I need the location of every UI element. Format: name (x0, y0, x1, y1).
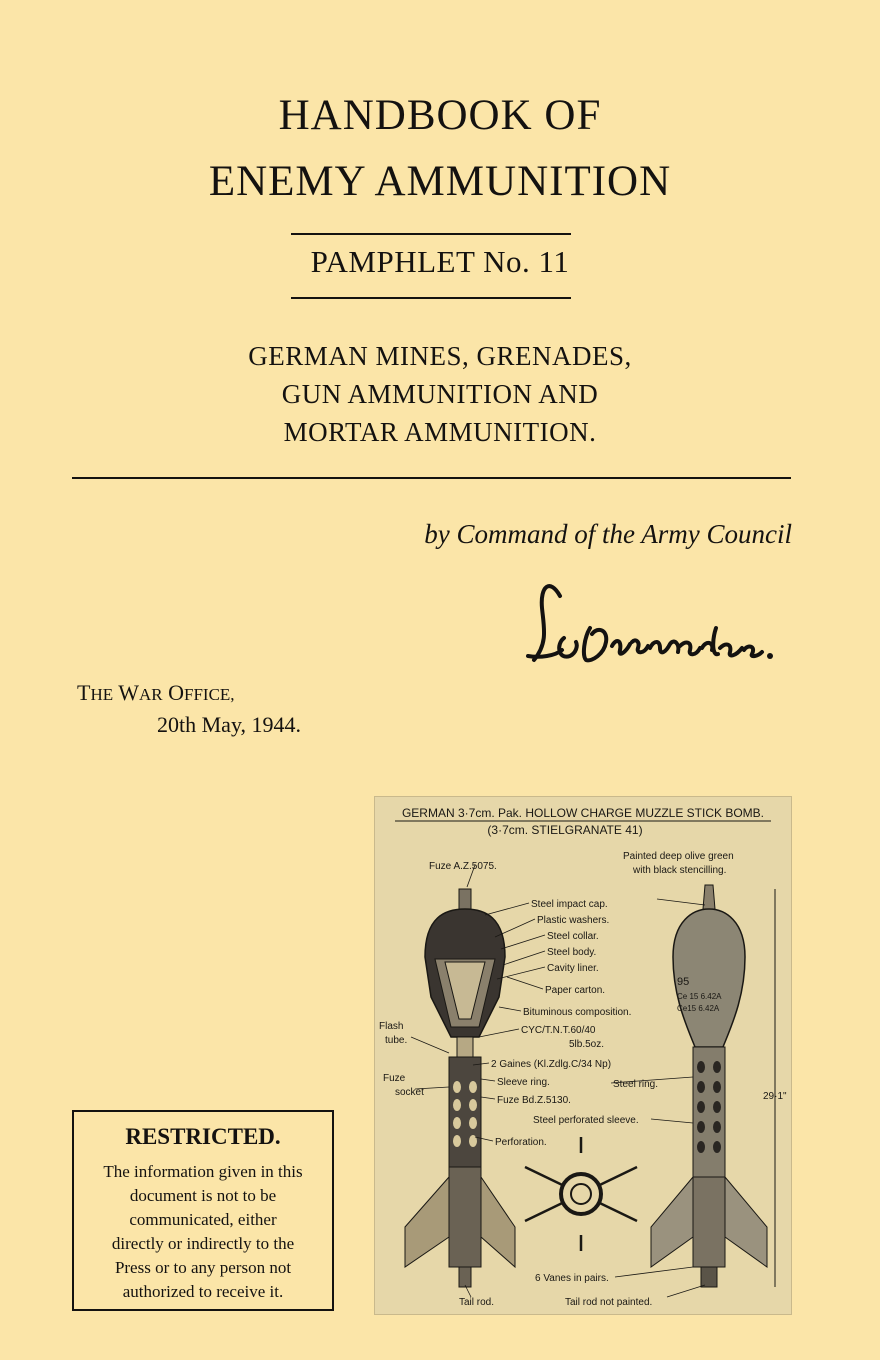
steel-ring-label: Steel ring. (613, 1079, 659, 1090)
title-divider-top (291, 233, 571, 235)
stencil-line: Ce15 6.42A (677, 1004, 720, 1013)
subtitle-line-3: MORTAR AMMUNITION. (283, 417, 597, 447)
cavity-label: Cavity liner. (547, 963, 599, 974)
restricted-body (74, 1160, 332, 1304)
bitumen-label: Bituminous composition. (523, 1007, 632, 1018)
tail-rod-label: Tail rod. (459, 1297, 495, 1308)
impact-cap-label: Steel impact cap. (531, 899, 608, 910)
vanes-label: 6 Vanes in pairs. (535, 1273, 609, 1284)
fuze-socket-label: socket (395, 1087, 424, 1098)
restricted-line: Press or to any person not (114, 1258, 292, 1277)
weight-label: 5lb.5oz. (569, 1039, 605, 1050)
war-office-line: THE WAR OFFICE, (77, 680, 235, 705)
fuze-bd-label: Fuze Bd.Z.5130. (497, 1095, 571, 1106)
illustration-subheading: (3·7cm. STIELGRANATE 41) (487, 823, 643, 837)
subtitle-line-2: GUN AMMUNITION AND (281, 379, 599, 409)
title-divider-bottom (291, 297, 571, 299)
restricted-line: directly or indirectly to the (111, 1234, 295, 1253)
fuze-socket-label: Fuze (383, 1073, 406, 1084)
office-date: 20th May, 1944. (157, 712, 302, 737)
war-office-block (77, 678, 301, 740)
gaines-label: 2 Gaines (Kl.Zdlg.C/34 Np) (491, 1059, 612, 1070)
exterior-bomb-drawing (651, 885, 767, 1287)
vane-diagram (525, 1137, 637, 1251)
restricted-line: communicated, either (129, 1210, 277, 1229)
pamphlet-number: PAMPHLET No. 11 (310, 244, 570, 279)
subtitle-line-1: GERMAN MINES, GRENADES, (248, 341, 632, 371)
restricted-line: authorized to receive it. (122, 1282, 284, 1301)
restricted-notice (72, 1110, 334, 1311)
paint-label: Painted deep olive green (623, 851, 734, 862)
stencil-number: 95 (677, 976, 690, 988)
sleeve-ring-label: Sleeve ring. (497, 1077, 550, 1088)
tail-rod-note: Tail rod not painted. (565, 1297, 653, 1308)
restricted-line: The information given in this (103, 1162, 303, 1181)
title-line-1: HANDBOOK OF (278, 92, 602, 139)
illustration-heading: GERMAN 3·7cm. Pak. HOLLOW CHARGE MUZZLE STICK BOMB. (401, 806, 765, 820)
washers-label: Plastic washers. (537, 915, 610, 926)
perforation-label: Perforation. (495, 1137, 547, 1148)
authority-line: by Command of the Army Council (424, 519, 792, 549)
length-label: 29·1" (763, 1091, 787, 1102)
body-label: Steel body. (547, 947, 597, 958)
perforated-sleeve-label: Steel perforated sleeve. (533, 1115, 639, 1126)
carton-label: Paper carton. (545, 985, 606, 996)
paint-label: with black stencilling. (633, 865, 727, 876)
flash-tube-label: Flash (379, 1021, 404, 1032)
section-divider (72, 477, 791, 479)
signature (520, 568, 780, 683)
restricted-line: document is not to be (129, 1186, 277, 1205)
restricted-heading: RESTRICTED. (125, 1124, 281, 1149)
subtitle (0, 337, 880, 451)
stencil-line: Ce 15 6.42A (677, 992, 722, 1001)
stick-bomb-illustration (374, 796, 792, 1315)
flash-tube-label: tube. (385, 1035, 408, 1046)
collar-label: Steel collar. (547, 931, 599, 942)
title-line-2: ENEMY AMMUNITION (208, 158, 672, 205)
filling-label: CYC/T.N.T.60/40 (521, 1025, 596, 1036)
fuze-label: Fuze A.Z.5075. (429, 861, 497, 872)
